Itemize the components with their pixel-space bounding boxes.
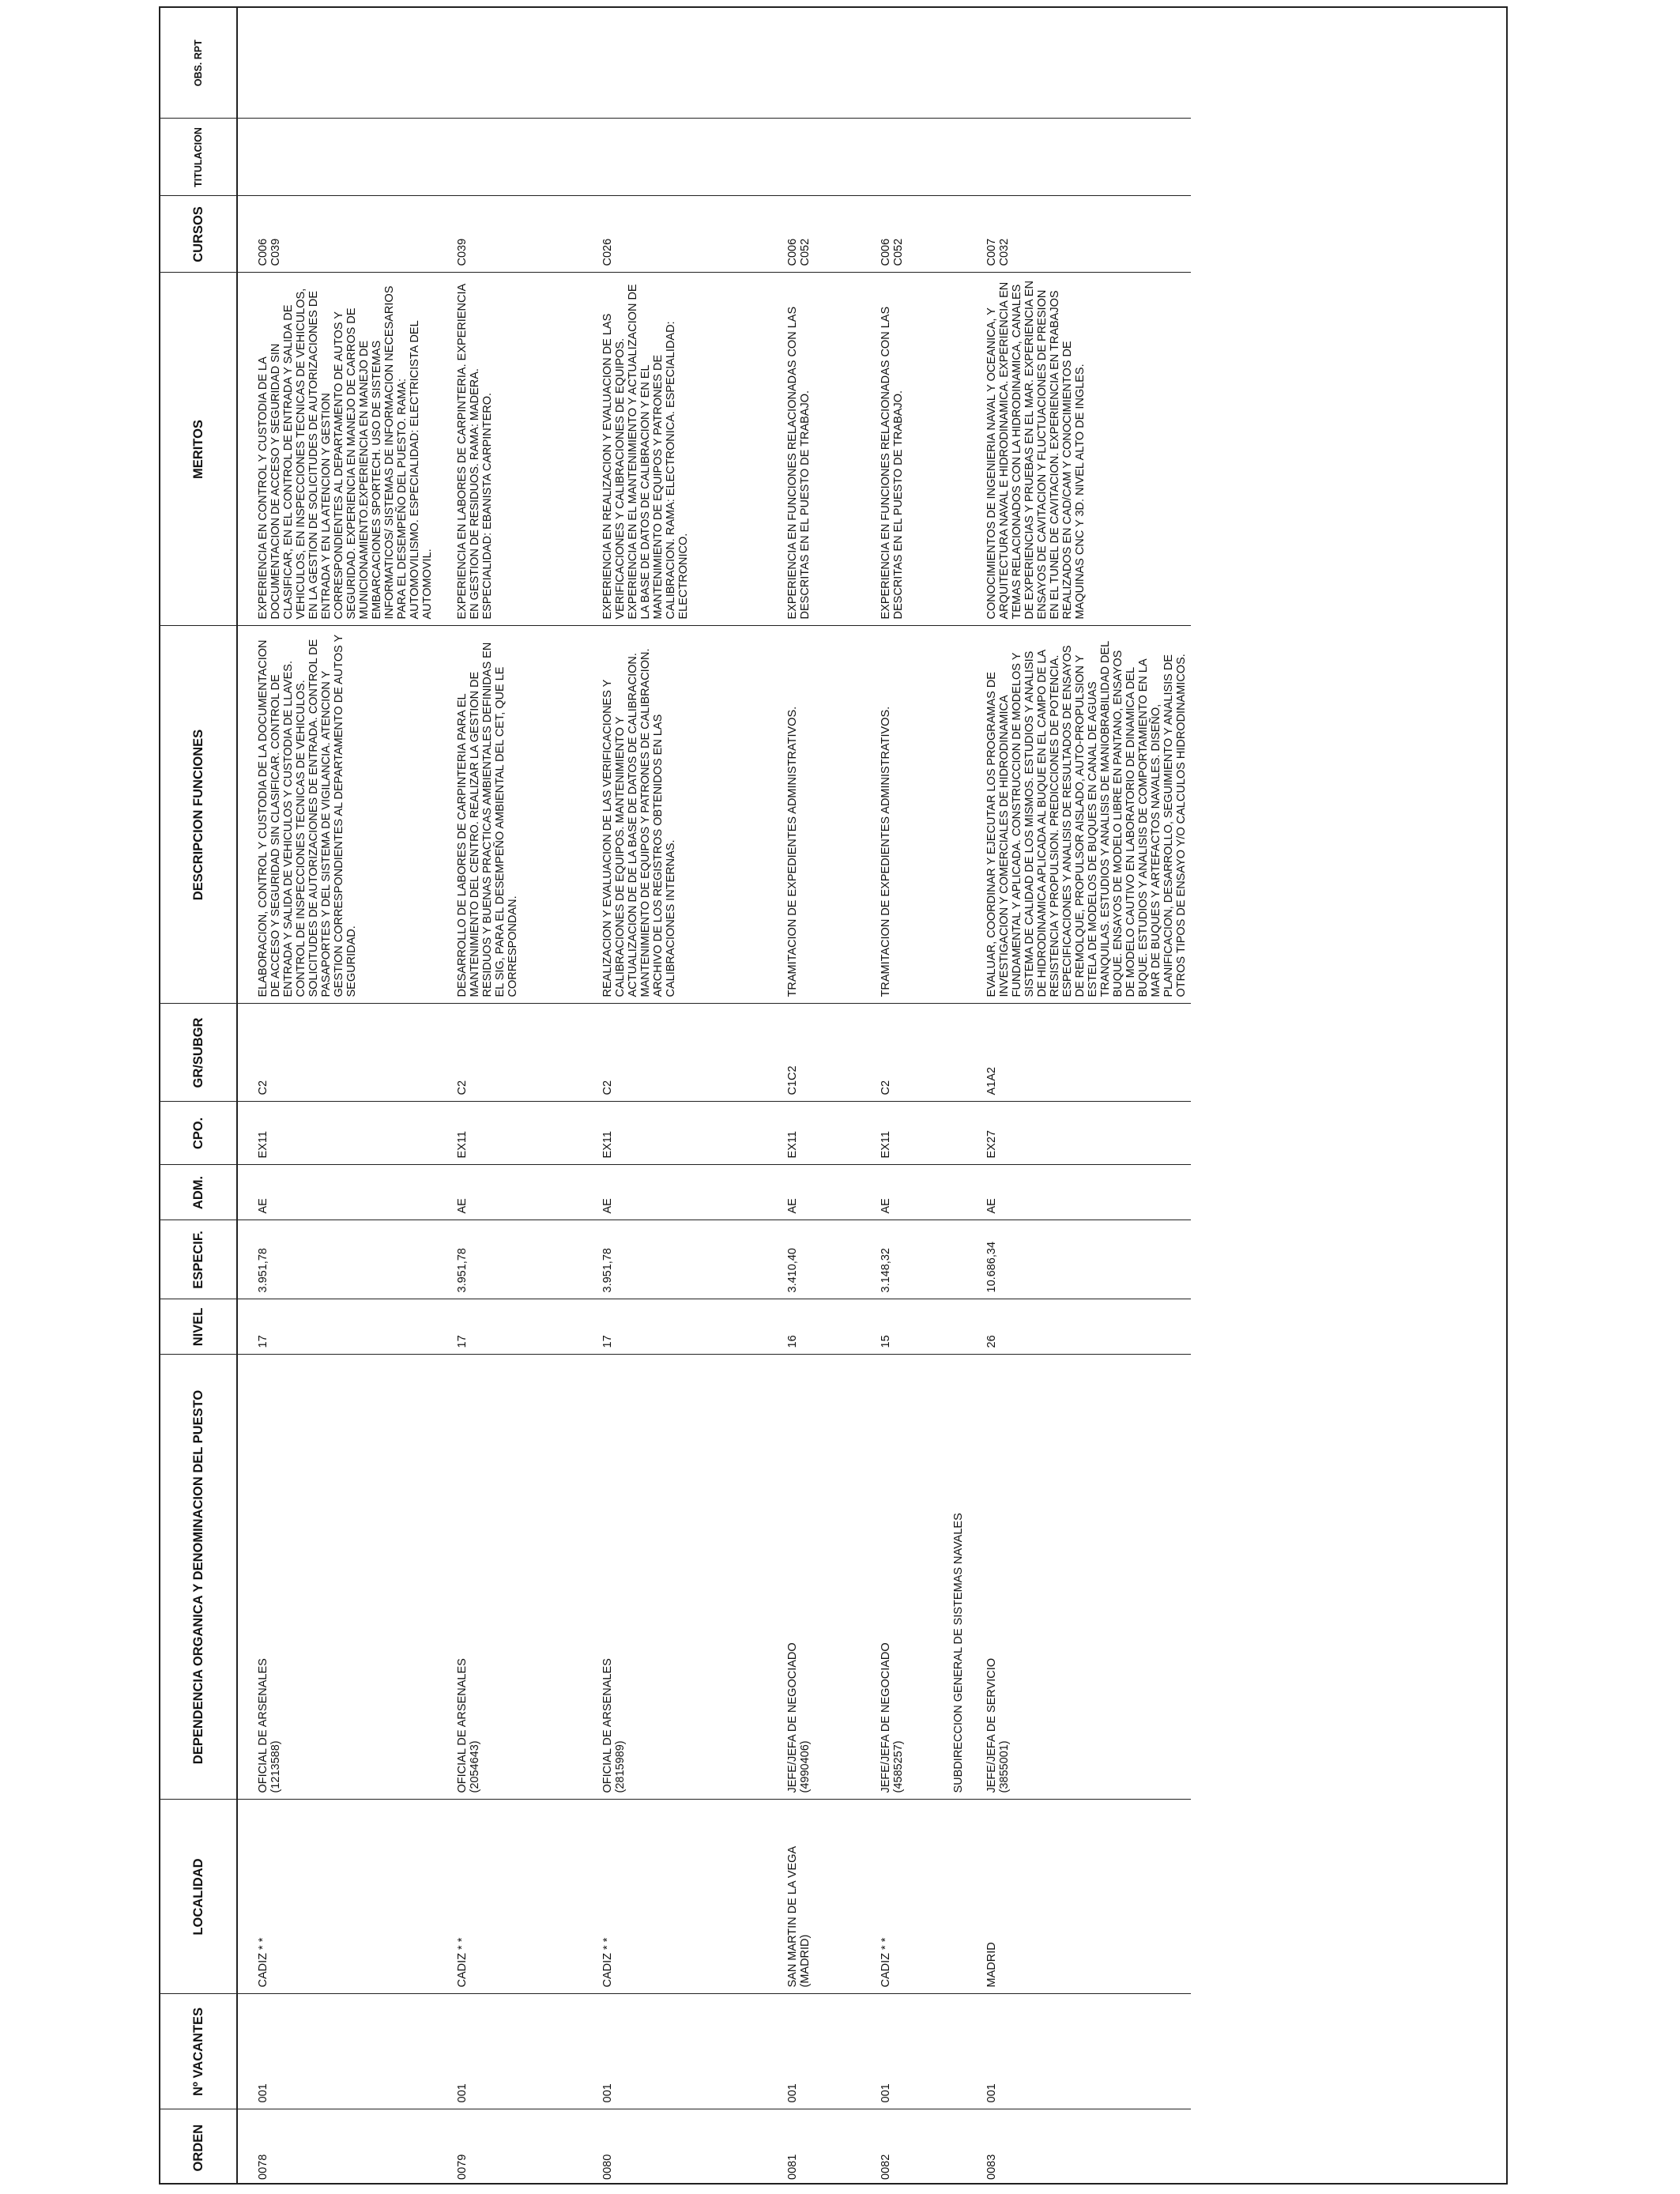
cell-orden: 0082 [861,2109,952,2185]
cell-nivel: 16 [767,1299,861,1355]
cell-cpo: EX11 [582,1102,767,1165]
header-row [160,8,237,2185]
puesto-name: OFICIAL DE ARSENALES [456,1658,469,1793]
curso-code: C006 [786,238,799,266]
cell-meritos: EXPERIENCIA EN FUNCIONES RELACIONADAS CON LAS DESCRITAS EN EL PUESTO DE TRABAJO. [861,273,952,626]
cell-cursos [582,196,767,273]
cell-adm: AE [767,1165,861,1220]
curso-code: C006 [880,238,892,266]
cell-dependencia [237,1355,437,1800]
cell-funciones: TRAMITACION DE EXPEDIENTES ADMINISTRATIVOS. [767,626,861,1004]
cell-dependencia [861,1355,952,1800]
cell-titulacion [861,119,952,196]
header-meritos: MERITOS [160,273,237,626]
cell-cpo: EX11 [237,1102,437,1165]
table-row [237,8,437,2185]
cell-especif: 3.951,78 [437,1220,582,1299]
table-row [767,8,861,2185]
puesto-code: (4585257) [892,1740,905,1793]
cell-cursos [237,196,437,273]
section-row [952,8,981,2185]
cell-localidad: CADIZ * * [861,1800,952,1994]
table-row [861,8,952,2185]
cell-grsubgr: C2 [582,1004,767,1102]
cell-orden: 0078 [237,2109,437,2185]
cell-especif: 3.951,78 [237,1220,437,1299]
puesto-code: (4990406) [799,1740,812,1793]
table-row [981,8,1191,2185]
cell-dependencia [582,1355,767,1800]
cell-orden: 0083 [981,2109,1191,2185]
cell-vacantes: 001 [861,1994,952,2109]
cell-meritos: EXPERIENCIA EN REALIZACION Y EVALUACION DE LAS VERIFICACIONES Y CALIBRACIONES DE EQUIPOS. EXPERIENCIA EN EL MANTENIMIENTO Y ACTUALIZACION DE LA BASE DE DATOS DE CALIBRACION Y EN EL MANTENIMIENTO DE EQUIPOS Y PATRONES DE CALIBRACION. RAMA: ELECTRONICA. ESPECIALIDAD: ELECTRONICO. [582,273,767,626]
cell-obs [981,8,1191,119]
cell-meritos: EXPERIENCIA EN CONTROL Y CUSTODIA DE LA DOCUMENTACION DE ACCESO Y SEGURIDAD SIN CLASIFICAR, EN EL CONTROL DE ENTRADA Y SALIDA DE VEHICULOS, EN INSPECCIONES TECNICAS DE VEHICULOS, EN LA GESTION DE SOLICITUDES DE AUTORIZACIONES DE ENTRADA Y EN LA ATENCION Y GESTION CORRESPONDIENTES AL DEPARTAMENTO DE AUTOS Y SEGURIDAD. EXPERIENCIA EN MANEJO DE CARROS DE MUNICIONAMIENTO.EXPERIENCIA EN MANEJO DE EMBARCACIONES SPORTECH. USO DE SISTEMAS INFORMATICOS/ SISTEMAS DE INFORMACION NECESARIOS PARA EL DESEMPEÑO DEL PUESTO. RAMA: AUTOMOVILISMO. ESPECIALIDAD: ELECTRICISTA DEL AUTOMOVIL. [237,273,437,626]
cell-localidad: CADIZ * * [437,1800,582,1994]
curso-code: C007 [985,238,998,266]
cell-obs [437,8,582,119]
cell-grsubgr: C1C2 [767,1004,861,1102]
cell-adm: AE [981,1165,1191,1220]
cell-grsubgr: C2 [437,1004,582,1102]
cell-titulacion [767,119,861,196]
cell-cpo: EX27 [981,1102,1191,1165]
cell-titulacion [237,119,437,196]
header-nivel: NIVEL [160,1299,237,1355]
header-obs: OBS. RPT [160,8,237,119]
cell-grsubgr: A1A2 [981,1004,1191,1102]
puesto-code: (1213588) [269,1740,282,1793]
cell-adm: AE [237,1165,437,1220]
puesto-code: (3855001) [998,1740,1011,1793]
header-grsubgr: GR/SUBGR [160,1004,237,1102]
table-row [437,8,582,2185]
cell-grsubgr: C2 [237,1004,437,1102]
curso-code: C039 [269,238,282,266]
puesto-name: OFICIAL DE ARSENALES [257,1658,269,1793]
cell-adm: AE [437,1165,582,1220]
cell-especif: 3.148,32 [861,1220,952,1299]
cell-adm: AE [861,1165,952,1220]
cell-cursos [861,196,952,273]
cell-especif: 3.410,40 [767,1220,861,1299]
cell-orden: 0081 [767,2109,861,2185]
header-titulacion: TITULACION [160,119,237,196]
cell-obs [237,8,437,119]
subdireccion-heading: SUBDIRECCION GENERAL DE SISTEMAS NAVALES [952,1355,981,1800]
cell-grsubgr: C2 [861,1004,952,1102]
rpt-table [160,8,1191,2185]
header-localidad: LOCALIDAD [160,1800,237,1994]
puesto-code: (2054643) [469,1740,481,1793]
header-orden: ORDEN [160,2109,237,2185]
table-row [582,8,767,2185]
cell-especif: 10.686,34 [981,1220,1191,1299]
cell-vacantes: 001 [767,1994,861,2109]
cell-vacantes: 001 [582,1994,767,2109]
curso-code: C032 [998,238,1011,266]
cell-cpo: EX11 [767,1102,861,1165]
curso-code: C006 [257,238,269,266]
cell-dependencia [767,1355,861,1800]
cell-dependencia [981,1355,1191,1800]
puesto-name: JEFE/JEFA DE NEGOCIADO [880,1642,892,1793]
header-funciones: DESCRIPCION FUNCIONES [160,626,237,1004]
curso-code: C039 [456,238,469,266]
cell-funciones: TRAMITACION DE EXPEDIENTES ADMINISTRATIVOS. [861,626,952,1004]
cell-nivel: 26 [981,1299,1191,1355]
cell-orden: 0079 [437,2109,582,2185]
curso-code: C052 [799,238,812,266]
puesto-name: OFICIAL DE ARSENALES [601,1658,614,1793]
puesto-code: (2815989) [614,1740,627,1793]
cell-cursos [767,196,861,273]
cell-funciones: REALIZACION Y EVALUACION DE LAS VERIFICACIONES Y CALIBRACIONES DE EQUIPOS. MANTENIMIENTO Y ACTUALIZACION DE DE LA BASE DE DATOS DE CALIBRACION. MANTENIMIENTO DE EQUIPOS Y PATRONES DE CALIBRACION. ARCHIVO DE LOS REGISTROS OBTENIDOS EN LAS CALIBRACIONES INTERNAS. [582,626,767,1004]
cell-vacantes: 001 [981,1994,1191,2109]
cell-vacantes: 001 [437,1994,582,2109]
cell-localidad: MADRID [981,1800,1191,1994]
header-especif: ESPECIF. [160,1220,237,1299]
cell-titulacion [981,119,1191,196]
header-vacantes: Nº VACANTES [160,1994,237,2109]
cell-cursos [981,196,1191,273]
cell-titulacion [437,119,582,196]
cell-obs [861,8,952,119]
cell-localidad: SAN MARTIN DE LA VEGA (MADRID) [767,1800,861,1994]
cell-funciones: DESARROLLO DE LABORES DE CARPINTERIA PARA EL MANTENIMIENTO DEL CENTRO. REALIZAR LA GESTION DE RESIDUOS Y BUENAS PRACTICAS AMBIENTALES DEFINIDAS EN EL SIG, PARA EL DESEMPEÑO AMBIENTAL DEL CET, QUE LE CORRESPONDAN. [437,626,582,1004]
puesto-name: JEFE/JEFA DE SERVICIO [985,1657,998,1793]
cell-cursos [437,196,582,273]
cell-titulacion [582,119,767,196]
cell-cpo: EX11 [437,1102,582,1165]
cell-obs [767,8,861,119]
cell-nivel: 17 [237,1299,437,1355]
puesto-name: JEFE/JEFA DE NEGOCIADO [786,1642,799,1793]
curso-code: C026 [601,238,614,266]
cell-meritos: EXPERIENCIA EN FUNCIONES RELACIONADAS CON LAS DESCRITAS EN EL PUESTO DE TRABAJO. [767,273,861,626]
header-adm: ADM. [160,1165,237,1220]
rotated-table-container [160,8,1508,2185]
cell-nivel: 17 [582,1299,767,1355]
cell-nivel: 15 [861,1299,952,1355]
header-cpo: CPO. [160,1102,237,1165]
cell-meritos: CONOCIMIENTOS DE INGENIERIA NAVAL Y OCEANICA, Y ARQUITECTURA NAVAL E HIDRODINAMICA. EXPERIENCIA EN TEMAS RELACIONADOS CON LA HIDRODINAMICA, CANALES DE EXPERIENCIAS Y PRUEBAS EN EL MAR. EXPERIENCIA EN ENSAYOS DE CAVITACION Y FLUCTUACIONES DE PRESION EN EL TUNEL DE CAVITACION. EXPERIENCIA EN TRABAJOS REALIZADOS EN CAD/CAM Y CONOCIMIENTOS DE MAQUINAS CNC Y 3D. NIVEL ALTO DE INGLES. [981,273,1191,626]
document-sheet [159,6,1508,2185]
cell-localidad: CADIZ * * [582,1800,767,1994]
cell-nivel: 17 [437,1299,582,1355]
cell-orden: 0080 [582,2109,767,2185]
cell-vacantes: 001 [237,1994,437,2109]
cell-meritos: EXPERIENCIA EN LABORES DE CARPINTERIA. EXPERIENCIA EN GESTION DE RESIDUOS. RAMA: MADERA. ESPECIALIDAD: EBANISTA CARPINTERO. [437,273,582,626]
cell-funciones: ELABORACION, CONTROL Y CUSTODIA DE LA DOCUMENTACION DE ACCESO Y SEGURIDAD SIN CLASIFICAR. CONTROL DE ENTRADA Y SALIDA DE VEHICULOS Y CUSTODIA DE LLAVES. CONTROL DE INSPECCIONES TECNICAS DE VEHICULOS. SOLICITUDES DE AUTORIZACIONES DE ENTRADA. CONTROL DE PASAPORTES Y DEL SISTEMA DE VIGILANCIA. ATENCION Y GESTION CORRESPONDIENTES AL DEPARTAMENTO DE AUTOS Y SEGURIDAD. [237,626,437,1004]
cell-dependencia [437,1355,582,1800]
cell-cpo: EX11 [861,1102,952,1165]
curso-code: C052 [892,238,905,266]
header-cursos: CURSOS [160,196,237,273]
cell-obs [582,8,767,119]
cell-adm: AE [582,1165,767,1220]
cell-especif: 3.951,78 [582,1220,767,1299]
cell-localidad: CADIZ * * [237,1800,437,1994]
header-dependencia: DEPENDENCIA ORGANICA Y DENOMINACION DEL PUESTO [160,1355,237,1800]
cell-funciones: EVALUAR, COORDINAR Y EJECUTAR LOS PROGRAMAS DE INVESTIGACION Y COMERCIALES DE HIDRODINAMICA FUNDAMENTAL Y APLICADA. CONSTRUCCION DE MODELOS Y SISTEMA DE CALIDAD DE LOS MISMOS. ESTUDIOS Y ANALISIS DE HIDRODINAMICA APLICADA AL BUQUE EN EL CAMPO DE LA RESISTENCIA Y PROPULSION. PREDICCIONES DE POTENCIA. ESPECIFICACIONES Y ANALISIS DE RESULTADOS DE ENSAYOS DE REMOLQUE, PROPULSOR AISLADO, AUTO-PROPULSION Y ESTELA DE MODELOS DE BUQUES EN CANAL DE AGUAS TRANQUILAS. ESTUDIOS Y ANALISIS DE MANIOBRABILIDAD DEL BUQUE. ENSAYOS DE MODELO LIBRE EN PANTANO, ENSAYOS DE MODELO CAUTIVO EN LABORATORIO DE DINAMICA DEL BUQUE. ESTUDIOS Y ANALISIS DE COMPORTAMIENTO EN LA MAR DE BUQUES Y ARTEFACTOS NAVALES. DISEÑO, PLANIFICACION, DESARROLLO, SEGUIMIENTO Y ANALISIS DE OTROS TIPOS DE ENSAYO Y/O CALCULOS HIDRODINAMICOS. [981,626,1191,1004]
